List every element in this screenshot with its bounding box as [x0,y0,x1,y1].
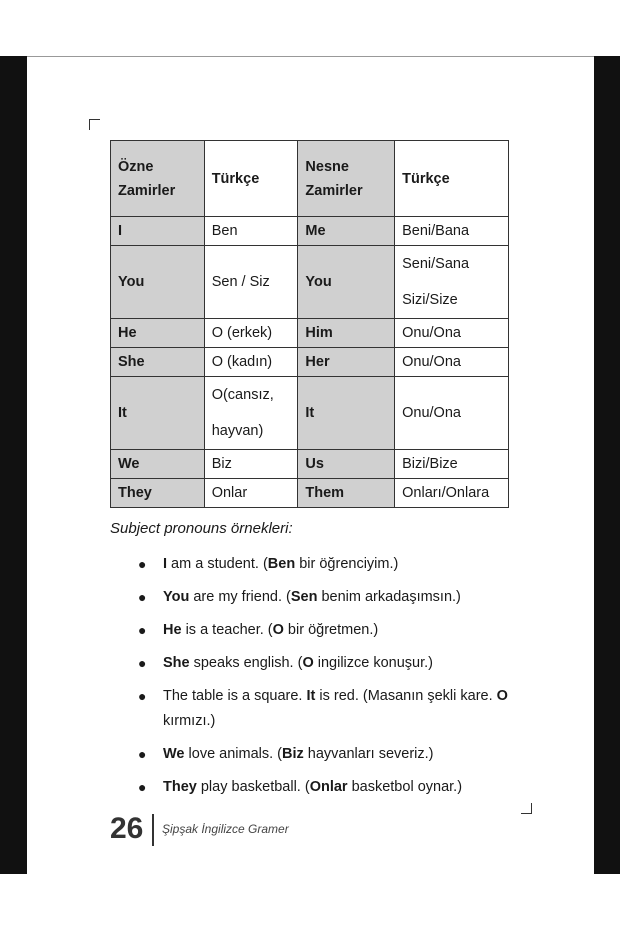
examples-heading: Subject pronouns örnekleri: [110,520,293,537]
list-item: ● You are my friend. (Sen benim arkadaşımsın.) [110,585,530,610]
object-translation: Onları/Onlara [395,479,509,508]
header-turkish-2: Türkçe [395,141,509,217]
object-translation: Onu/Ona [395,348,509,377]
footer-divider [152,814,154,846]
table-row [111,319,509,348]
subject-translation: O(cansız, hayvan) [204,377,298,450]
header-subject-pronouns: Özne Zamirler [111,141,205,217]
table-row [111,246,509,319]
subject-translation: Biz [204,450,298,479]
subject-translation: O (erkek) [204,319,298,348]
list-item: ● He is a teacher. (O bir öğretmen.) [110,618,530,643]
object-translation: Onu/Ona [395,319,509,348]
table-row [111,377,509,450]
object-pronoun: It [298,377,395,450]
table-row [111,217,509,246]
header-object-pronouns: Nesne Zamirler [298,141,395,217]
list-item: ● She speaks english. (O ingilizce konuşur.) [110,651,530,676]
object-pronoun: Him [298,319,395,348]
subject-translation: Ben [204,217,298,246]
subject-pronoun: He [111,319,205,348]
object-pronoun: You [298,246,395,319]
table-header-row [111,141,509,217]
bullet-icon: ● [138,746,147,762]
scan-border-right [594,56,620,874]
examples-list [110,552,530,808]
bullet-icon: ● [138,622,147,638]
subject-pronoun: It [111,377,205,450]
list-item: ● They play basketball. (Onlar basketbol oynar.) [110,775,530,800]
subject-pronoun: I [111,217,205,246]
bullet-icon: ● [138,556,147,572]
page-top-edge [27,56,594,57]
list-item: ● I am a student. (Ben bir öğrenciyim.) [110,552,530,577]
list-item: ● The table is a square. It is red. (Masanın şekli kare. O kırmızı.) [110,684,530,734]
book-title: Şipşak İngilizce Gramer [162,822,289,836]
object-translation: Bizi/Bize [395,450,509,479]
bullet-icon: ● [138,655,147,671]
list-item: ● We love animals. (Biz hayvanları severiz.) [110,742,530,767]
scan-border-left [0,56,27,874]
subject-translation: Onlar [204,479,298,508]
subject-pronoun: You [111,246,205,319]
object-pronoun: Us [298,450,395,479]
subject-translation: Sen / Siz [204,246,298,319]
subject-translation: O (kadın) [204,348,298,377]
object-translation: Onu/Ona [395,377,509,450]
object-pronoun: Me [298,217,395,246]
subject-pronoun: We [111,450,205,479]
table-row [111,348,509,377]
table-row [111,450,509,479]
bullet-icon: ● [138,779,147,795]
object-pronoun: Them [298,479,395,508]
object-translation: Beni/Bana [395,217,509,246]
table-row [111,479,509,508]
subject-pronoun: She [111,348,205,377]
pronoun-table [110,140,509,508]
object-pronoun: Her [298,348,395,377]
page-number: 26 [110,812,144,845]
object-translation: Seni/Sana Sizi/Size [395,246,509,319]
bullet-icon: ● [138,688,147,704]
subject-pronoun: They [111,479,205,508]
crop-mark-top-left [89,119,100,130]
bullet-icon: ● [138,589,147,605]
header-turkish-1: Türkçe [204,141,298,217]
